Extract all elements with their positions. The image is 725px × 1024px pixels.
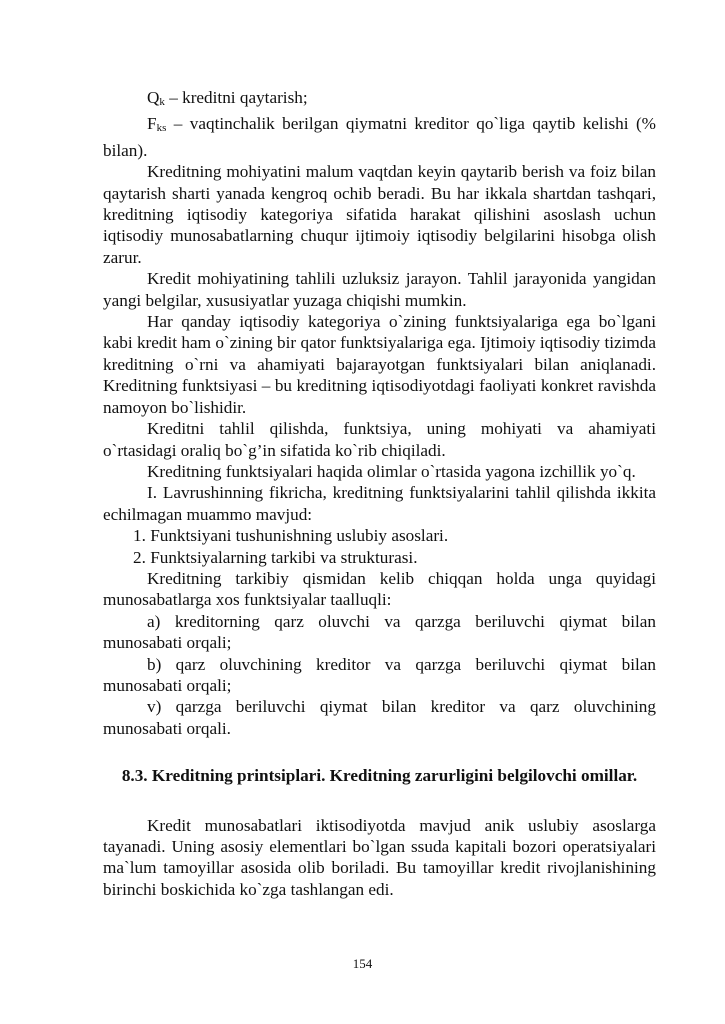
numbered-item: 2. Funktsiyalarning tarkibi va strukturasi. [133, 547, 418, 567]
paragraph: I. Lavrushinning fikricha, kreditning funktsiyalarini tahlil qilishda ikkita echilmagan muammo mavjud: [103, 483, 656, 524]
paragraph: Kreditni tahlil qilishda, funktsiya, uning mohiyati va ahamiyati o`rtasidagi oraliq bo`g’in sifatida ko`rib chiqiladi. [103, 419, 656, 460]
paragraph: Kredit mohiyatining tahlili uzluksiz jarayon. Tahlil jarayonida yangidan yangi belgilar, xususiyatlar yuzaga chiqishi mumkin. [103, 269, 656, 310]
formula-symbol: Q [147, 88, 160, 107]
formula-definition-qk [103, 87, 656, 113]
formula-definition-fks [103, 113, 656, 161]
body-text [103, 87, 656, 900]
paragraph: Kreditning mohiyatini malum vaqtdan keyin qaytarib berish va foiz bilan qaytarish sharti yanada kengroq ochib beradi. Bu har ikkala shartdan tashqari, kreditning iqtisodiy kategoriya sifatida harakat qilishini asoslash uchun iqtisodiy munosabatlarning chuqur ijtimoiy iqtisodiy belgilarini hisobga olish zarur. [103, 162, 656, 267]
formula-subscript: k [159, 96, 165, 108]
closing-paragraph: Kredit munosabatlari iktisodiyotda mavjud anik uslubiy asoslarga tayanadi. Uning asosiy elementlari bo`lgan ssuda kapitali bozori operatsiyalari ma`lum tamoyillar asosida olib boriladi. Bu tamoyillar kredit rivojlanishining birinchi boskichida ko`zga tashlangan edi. [103, 815, 656, 899]
lettered-item: a) kreditorning qarz oluvchi va qarzga beriluvchi qiymat bilan munosabati orqali; [103, 611, 656, 653]
lettered-item: v) qarzga beriluvchi qiymat bilan kreditor va qarz oluvchining munosabati orqali. [103, 697, 656, 738]
formula-subscript: ks [156, 122, 167, 135]
section-heading: 8.3. Kreditning printsiplari. Kreditning zarurligini belgilovchi omillar. [121, 766, 638, 786]
formula-text: – kreditni qaytarish; [164, 88, 308, 107]
paragraph: Kreditning funktsiyalari haqida olimlar o`rtasida yagona izchillik yo`q. [147, 461, 636, 481]
page-number: 154 [352, 956, 373, 971]
formula-symbol: F [147, 114, 157, 134]
formula-text: – vaqtinchalik berilgan qiymatni kreditor qo`liga qaytib kelishi (% bilan). [103, 114, 656, 160]
lettered-item: b) qarz oluvchining kreditor va qarzga beriluvchi qiymat bilan munosabati orqali; [103, 654, 656, 695]
numbered-item: 1. Funktsiyani tushunishning uslubiy asoslari. [133, 526, 449, 546]
paragraph: Har qanday iqtisodiy kategoriya o`zining funktsiyalariga ega bo`lgani kabi kredit ham o`zining bir qator funktsiyalariga ega. Ijtimoiy iqtisodiy tizimda kreditning o`rni va ahamiyati bajarayotgan funktsiyalari bilan aniqlanadi. Kreditning funktsiyasi – bu kreditning iqtisodiyotdagi faoliyati konkret ravishda namoyon bo`lishidir. [103, 312, 656, 417]
paragraph: Kreditning tarkibiy qismidan kelib chiqqan holda unga quyidagi munosabatlarga xos funktsiyalar taalluqli: [103, 568, 656, 610]
